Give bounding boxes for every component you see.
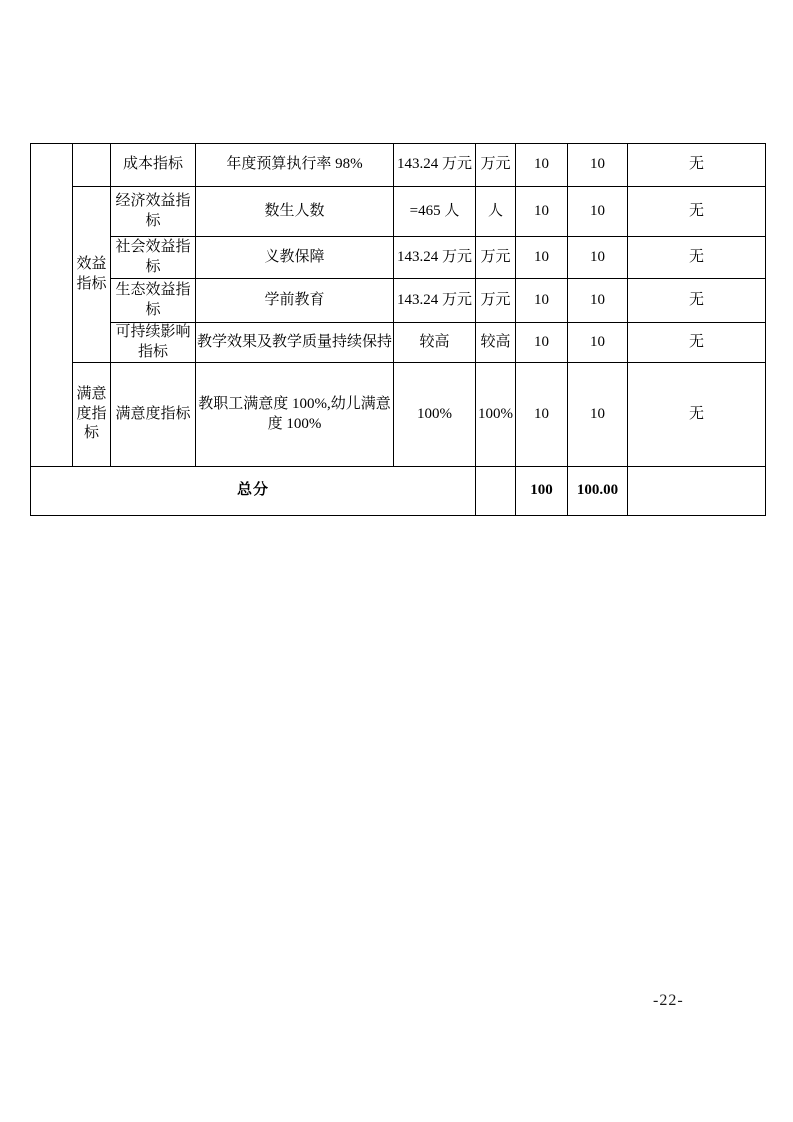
cell-total-label: 总分 [31,467,476,516]
table-row-total [31,467,766,516]
cell-points: 10 [568,144,628,187]
cell-points: 10 [568,323,628,363]
cell-description: 教学效果及教学质量持续保持 [196,323,394,363]
cell-remark: 无 [628,279,766,323]
cell-indicator: 成本指标 [111,144,196,187]
cell-value: 143.24 万元 [394,279,476,323]
cell-value: 143.24 万元 [394,237,476,279]
cell-value: 143.24 万元 [394,144,476,187]
cell-description: 学前教育 [196,279,394,323]
table-row [31,237,766,279]
table-row [31,323,766,363]
cell-group-empty [73,144,111,187]
cell-score: 10 [516,279,568,323]
cell-description: 年度预算执行率 98% [196,144,394,187]
cell-unit: 万元 [476,279,516,323]
cell-unit: 人 [476,187,516,237]
cell-total-unit [476,467,516,516]
cell-indicator: 满意度指标 [111,363,196,467]
cell-remark: 无 [628,187,766,237]
cell-total-points: 100.00 [568,467,628,516]
table-row [31,144,766,187]
cell-value: =465 人 [394,187,476,237]
cell-indicator: 生态效益指标 [111,279,196,323]
cell-remark: 无 [628,144,766,187]
cell-remark: 无 [628,237,766,279]
cell-unit: 较高 [476,323,516,363]
performance-table-wrap [30,143,766,516]
cell-group-satisfaction: 满意度指标 [73,363,111,467]
cell-remark: 无 [628,323,766,363]
cell-description: 数生人数 [196,187,394,237]
cell-score: 10 [516,363,568,467]
cell-score: 10 [516,237,568,279]
table-row [31,363,766,467]
page-number: -22- [653,992,684,1009]
cell-remark: 无 [628,363,766,467]
performance-evaluation-table [30,143,766,516]
cell-value: 较高 [394,323,476,363]
cell-score: 10 [516,144,568,187]
cell-points: 10 [568,363,628,467]
cell-score: 10 [516,187,568,237]
cell-points: 10 [568,237,628,279]
cell-description: 教职工满意度 100%,幼儿满意度 100% [196,363,394,467]
table-row [31,187,766,237]
cell-total-score: 100 [516,467,568,516]
cell-description: 义教保障 [196,237,394,279]
table-row [31,279,766,323]
cell-indicator: 经济效益指标 [111,187,196,237]
cell-points: 10 [568,279,628,323]
cell-left-margin-column [31,144,73,467]
cell-unit: 万元 [476,237,516,279]
cell-total-remark [628,467,766,516]
cell-indicator: 可持续影响指标 [111,323,196,363]
cell-unit: 100% [476,363,516,467]
cell-unit: 万元 [476,144,516,187]
cell-indicator: 社会效益指标 [111,237,196,279]
cell-group-benefit: 效益指标 [73,187,111,363]
cell-value: 100% [394,363,476,467]
cell-points: 10 [568,187,628,237]
cell-score: 10 [516,323,568,363]
